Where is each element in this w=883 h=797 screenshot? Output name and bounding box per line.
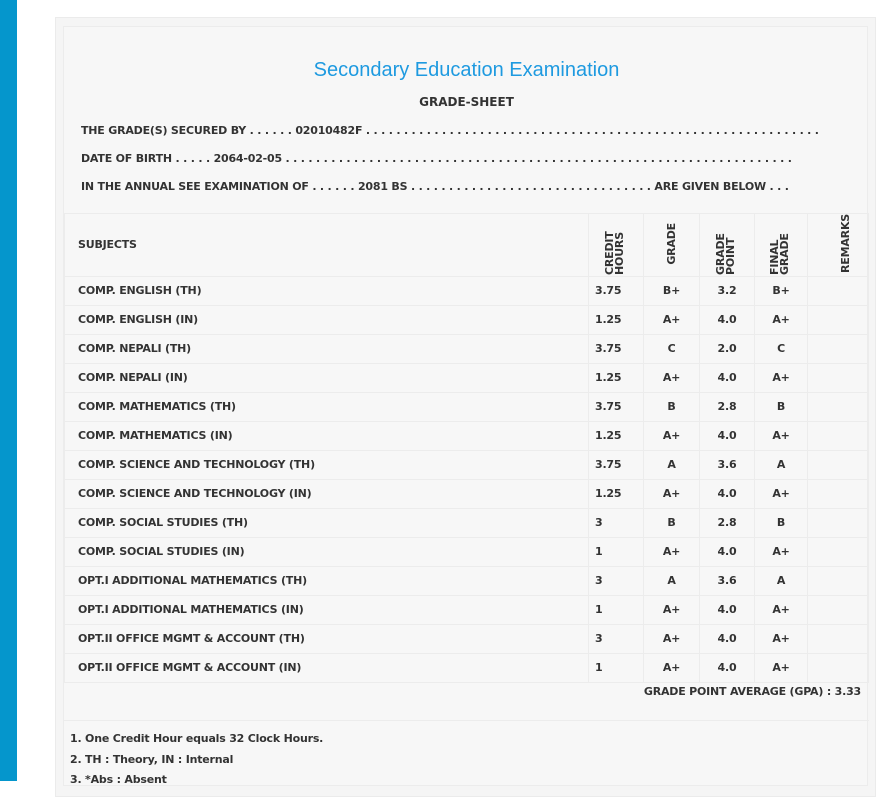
table-row	[65, 421, 869, 450]
credit-hours-cell: 1	[589, 653, 644, 682]
grade-cell: A+	[644, 305, 700, 334]
subject-cell: OPT.II OFFICE MGMT & ACCOUNT (TH)	[65, 624, 589, 653]
final-grade-cell: B	[755, 392, 808, 421]
remarks-cell	[808, 421, 869, 450]
subject-cell: COMP. MATHEMATICS (TH)	[65, 392, 589, 421]
credit-hours-cell: 1	[589, 537, 644, 566]
subject-cell: COMP. SCIENCE AND TECHNOLOGY (IN)	[65, 479, 589, 508]
grade-cell: A+	[644, 595, 700, 624]
grade-point-cell: 4.0	[700, 537, 755, 566]
table-row	[65, 305, 869, 334]
grade-point-cell: 4.0	[700, 595, 755, 624]
table-row	[65, 450, 869, 479]
final-grade-cell: A	[755, 566, 808, 595]
table-row	[65, 595, 869, 624]
page-title: Secondary Education Examination	[313, 59, 620, 81]
credit-hours-cell: 3	[589, 566, 644, 595]
table-row	[65, 334, 869, 363]
grade-cell: A+	[644, 421, 700, 450]
final-grade-cell: C	[755, 334, 808, 363]
credit-hours-cell: 3.75	[589, 392, 644, 421]
table-row	[65, 624, 869, 653]
credit-hours-cell: 3	[589, 624, 644, 653]
header-remarks: REMARKS	[839, 214, 852, 273]
final-grade-cell: B+	[755, 276, 808, 305]
subject-cell: COMP. ENGLISH (IN)	[65, 305, 589, 334]
remarks-cell	[808, 479, 869, 508]
credit-hours-cell: 3.75	[589, 276, 644, 305]
note-abbreviations: 2. TH : Theory, IN : Internal	[70, 753, 234, 766]
remarks-cell	[808, 363, 869, 392]
credit-hours-cell: 3.75	[589, 450, 644, 479]
remarks-cell	[808, 624, 869, 653]
note-absent: 3. *Abs : Absent	[70, 773, 167, 786]
table-row	[65, 363, 869, 392]
grade-point-cell: 4.0	[700, 624, 755, 653]
final-grade-cell: B	[755, 508, 808, 537]
credit-hours-cell: 1.25	[589, 363, 644, 392]
subject-cell: COMP. MATHEMATICS (IN)	[65, 421, 589, 450]
credit-hours-cell: 3	[589, 508, 644, 537]
subject-cell: COMP. NEPALI (IN)	[65, 363, 589, 392]
gpa-value: GRADE POINT AVERAGE (GPA) : 3.33	[643, 685, 861, 698]
final-grade-cell: A+	[755, 537, 808, 566]
grade-cell: A+	[644, 653, 700, 682]
final-grade-cell: A+	[755, 479, 808, 508]
credit-hours-cell: 1	[589, 595, 644, 624]
header-subjects: SUBJECTS	[65, 214, 589, 277]
remarks-cell	[808, 334, 869, 363]
final-grade-cell: A+	[755, 595, 808, 624]
header-grade: GRADE	[664, 222, 678, 265]
final-grade-cell: A	[755, 450, 808, 479]
secured-by-line: THE GRADE(S) SECURED BY . . . . . . 02010482F . . . . . . . . . . . . . . . . . . . . . . . . . . . . . . . . . . . . . . . . . . . . . . . . . . . . . . . . . . . .	[81, 124, 819, 137]
grade-point-cell: 4.0	[700, 363, 755, 392]
grades-table	[64, 213, 869, 683]
header-final-grade: FINAL GRADE	[768, 232, 791, 275]
final-grade-cell: A+	[755, 624, 808, 653]
grade-point-cell: 2.8	[700, 392, 755, 421]
table-row	[65, 392, 869, 421]
subject-cell: OPT.I ADDITIONAL MATHEMATICS (TH)	[65, 566, 589, 595]
grade-point-cell: 4.0	[700, 653, 755, 682]
remarks-cell	[808, 537, 869, 566]
header-credit-hours: CREDIT HOURS	[603, 230, 626, 275]
grade-cell: A+	[644, 479, 700, 508]
table-row	[65, 276, 869, 305]
table-row	[65, 508, 869, 537]
final-grade-cell: A+	[755, 421, 808, 450]
remarks-cell	[808, 305, 869, 334]
final-grade-cell: A+	[755, 305, 808, 334]
table-header-row	[65, 214, 869, 277]
remarks-cell	[808, 450, 869, 479]
grade-cell: A+	[644, 537, 700, 566]
sidebar-strip	[0, 0, 17, 781]
grade-cell: B+	[644, 276, 700, 305]
grade-cell: C	[644, 334, 700, 363]
subject-cell: OPT.I ADDITIONAL MATHEMATICS (IN)	[65, 595, 589, 624]
grade-cell: A+	[644, 363, 700, 392]
final-grade-cell: A+	[755, 653, 808, 682]
grade-point-cell: 2.0	[700, 334, 755, 363]
grade-cell: A	[644, 450, 700, 479]
grade-cell: A+	[644, 624, 700, 653]
grade-cell: B	[644, 392, 700, 421]
subject-cell: OPT.II OFFICE MGMT & ACCOUNT (IN)	[65, 653, 589, 682]
date-of-birth-line: DATE OF BIRTH . . . . . 2064-02-05 . . . . . . . . . . . . . . . . . . . . . . . . . . . . . . . . . . . . . . . . . . . . . . . . . . . . . . . . . . . . . . . . . . .	[81, 152, 792, 165]
final-grade-cell: A+	[755, 363, 808, 392]
remarks-cell	[808, 566, 869, 595]
grade-cell: B	[644, 508, 700, 537]
examination-line: IN THE ANNUAL SEE EXAMINATION OF . . . . . . 2081 BS . . . . . . . . . . . . . . . . . . . . . . . . . . . . . . . . ARE GIVEN BELOW . . .	[81, 180, 789, 193]
grade-point-cell: 4.0	[700, 421, 755, 450]
grade-point-cell: 3.2	[700, 276, 755, 305]
remarks-cell	[808, 276, 869, 305]
grade-point-cell: 4.0	[700, 305, 755, 334]
subject-cell: COMP. SCIENCE AND TECHNOLOGY (TH)	[65, 450, 589, 479]
remarks-cell	[808, 392, 869, 421]
table-row	[65, 537, 869, 566]
subject-cell: COMP. NEPALI (TH)	[65, 334, 589, 363]
subject-cell: COMP. SOCIAL STUDIES (IN)	[65, 537, 589, 566]
remarks-cell	[808, 508, 869, 537]
grade-sheet	[63, 26, 868, 786]
grade-sheet-heading: GRADE-SHEET	[419, 95, 514, 109]
grade-cell: A	[644, 566, 700, 595]
table-row	[65, 479, 869, 508]
note-credit-hour: 1. One Credit Hour equals 32 Clock Hours.	[70, 732, 324, 745]
credit-hours-cell: 1.25	[589, 421, 644, 450]
table-row	[65, 566, 869, 595]
remarks-cell	[808, 595, 869, 624]
subject-cell: COMP. SOCIAL STUDIES (TH)	[65, 508, 589, 537]
grade-point-cell: 2.8	[700, 508, 755, 537]
credit-hours-cell: 1.25	[589, 305, 644, 334]
grade-point-cell: 3.6	[700, 566, 755, 595]
subject-cell: COMP. ENGLISH (TH)	[65, 276, 589, 305]
grade-point-cell: 4.0	[700, 479, 755, 508]
credit-hours-cell: 1.25	[589, 479, 644, 508]
grade-point-cell: 3.6	[700, 450, 755, 479]
header-grade-point: GRADE POINT	[714, 232, 737, 275]
credit-hours-cell: 3.75	[589, 334, 644, 363]
